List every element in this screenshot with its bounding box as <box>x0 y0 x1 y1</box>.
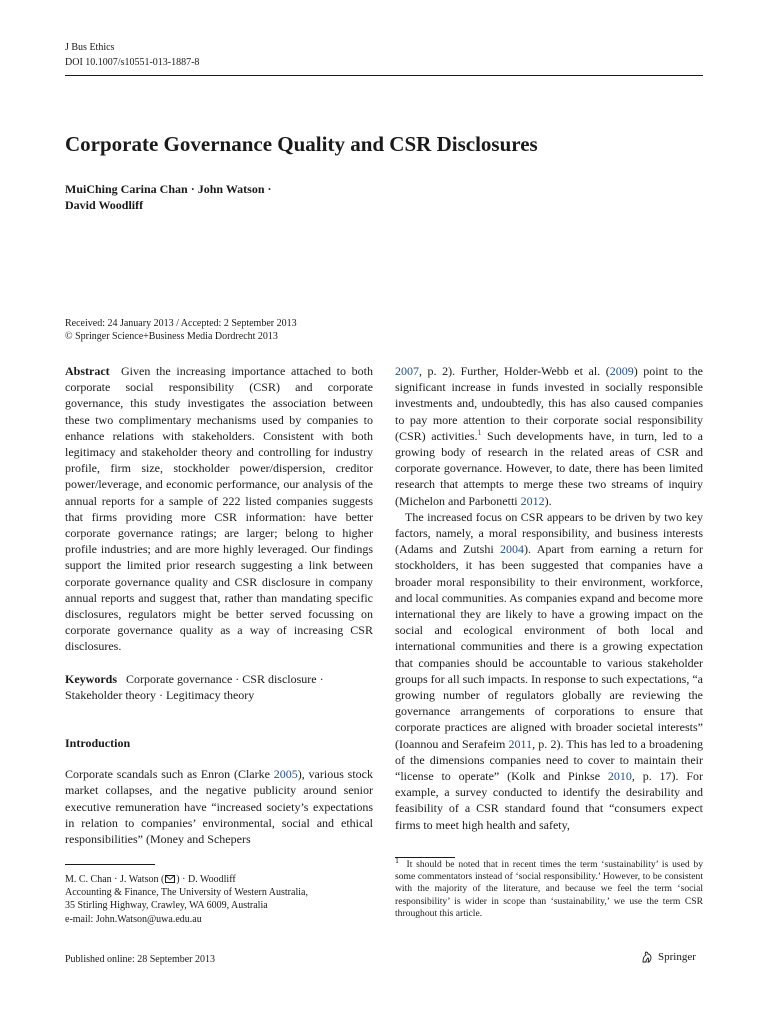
citation-link-michelon[interactable]: 2012 <box>520 493 545 508</box>
copyright: © Springer Science+Business Media Dordrecht 2013 <box>65 331 278 342</box>
right-column <box>395 363 703 833</box>
authors-line-2: David Woodliff <box>65 198 144 212</box>
intro-text-b: ), various stock market collapses, and the negative publicity around senior executive remuneration have “increased society’s expectations in relation to companies’ environmental, social and ethical responsibilities” (Money and Schepers <box>65 767 374 847</box>
right-p1-text-b: ) point to the significant increase in funds invested in socially responsible investments and, undoubtedly, this has also caused companies to pay more attention to their corporate social responsibility (CSR) activities. <box>395 364 703 443</box>
journal-name: J Bus Ethics <box>65 42 115 53</box>
keywords-label: Keywords <box>65 671 117 686</box>
keywords-text: Corporate governance · CSR disclosure · Stakeholder theory · Legitimacy theory <box>65 671 324 702</box>
footnote-text: It should be noted that in recent times the term ‘sustainability’ is used by some commentators instead of ‘social responsibility.’ However, to be consistent with the majority of the literature, and because we feel the term ‘social responsibility’ is wider in scope than ‘sustainability,’ we use the term CSR throughout this article. <box>395 859 704 919</box>
right-p2-text-a: The increased focus on CSR appears to be driven by two key factors, namely, a moral responsibility, and business interests (Adams and Zutshi <box>395 509 703 557</box>
published-online: Published online: 28 September 2013 <box>65 954 215 965</box>
right-p2-text-b: ). Apart from earning a return for stockholders, it has been suggested that companies have a broader moral responsibility to their environment, workforce, and local communities. As companies expand and become more international they are likely to have a growing impact on the social and ecological environment of both local and international communities and there is a growing expectation that companies should be accountable to various stakeholder groups for all such impacts. In response to such expectations, “a growing number of regulators globally are reviewing the governance arrangements of corporations to ensure that corporate practices are aligned with broader societal interests” (Ioannou and Serafeim <box>395 542 703 751</box>
journal-header <box>65 40 199 70</box>
citation-link-clarke[interactable]: 2005 <box>273 767 298 782</box>
footnote <box>395 855 704 920</box>
citation-link-ioannou[interactable]: 2011 <box>508 736 533 751</box>
footnote-number: 1 <box>395 855 399 865</box>
citation-link-money[interactable]: 2007 <box>395 364 419 378</box>
affiliation-names <box>65 873 373 886</box>
right-paragraph-1 <box>395 363 703 509</box>
citation-link-kolk[interactable]: 2010 <box>607 769 632 784</box>
footnote-rule <box>395 857 455 858</box>
footnote-marker[interactable]: 1 <box>477 427 482 437</box>
citation-link-holder-webb[interactable]: 2009 <box>609 364 634 378</box>
header-rule <box>65 75 703 76</box>
doi[interactable]: DOI 10.1007/s10551-013-1887-8 <box>65 57 200 68</box>
author-list <box>65 181 272 213</box>
citation-link-adams[interactable]: 2004 <box>500 542 525 557</box>
affiliation-dept: Accounting & Finance, The University of Western Australia, <box>65 887 308 899</box>
right-p2-text-d: , p. 17). For example, a survey conducted to identify the desirability and feasibility of a CSR standard found that “consumers expect firms to meet high health and safety, <box>395 769 704 832</box>
abstract-label: Abstract <box>65 364 110 378</box>
keywords <box>65 671 373 703</box>
right-p1-text-d: ). <box>544 493 552 508</box>
intro-paragraph <box>65 766 373 847</box>
article-dates <box>65 317 297 343</box>
affiliation-rule <box>65 864 155 865</box>
right-p1-text-c: Such developments have, in turn, led to a growing body of research in the related areas of CSR and corporate governance. However, to date, there has been limited research that attempts to merge these two streams of inquiry (Michelon and Parbonetti <box>395 428 703 508</box>
envelope-icon[interactable] <box>165 875 175 883</box>
springer-horse-icon <box>640 950 654 964</box>
affiliation-email[interactable]: e-mail: John.Watson@uwa.edu.au <box>65 913 202 925</box>
received-accepted: Received: 24 January 2013 / Accepted: 2 September 2013 <box>65 318 297 329</box>
intro-text-a: Corporate scandals such as Enron (Clarke <box>65 767 274 782</box>
paper-title: Corporate Governance Quality and CSR Disclosures <box>65 132 538 156</box>
left-column <box>65 363 373 847</box>
affiliation-names-a: M. C. Chan · J. Watson ( <box>65 874 165 885</box>
abstract-text: Given the increasing importance attached to both corporate social responsibility (CSR) and corporate governance, this study investigates the association between these two complimentary mechanisms used by companies to enhance relations with stakeholders. Consistent with both legitimacy and stakeholder theory and controlling for industry profile, firm size, stockholder power/dispersion, creditor power/leverage, and economic performance, our analysis of the annual reports for a sample of 222 listed companies suggests that firms providing more CSR information: have better corporate governance ratings; are larger; belong to higher profile industries; and are more highly leveraged. Our findings support the limited prior research suggesting a link between corporate governance quality and CSR disclosure in company annual reports and suggest that, rather than mandating specific disclosures, regulators might be better served focussing on corporate governance quality as a way of increasing CSR disclosures. <box>65 364 373 654</box>
introduction-heading: Introduction <box>65 736 131 751</box>
right-p2-text-c: , p. 2). This has led to a broadening of the dimensions companies need to cover to maintain their “license to operate” (Kolk and Pinkse <box>395 736 703 784</box>
right-paragraph-2 <box>395 509 703 833</box>
publisher-logo <box>640 950 696 964</box>
authors-line-1: MuiChing Carina Chan · John Watson · <box>65 182 272 196</box>
affiliation-names-b: ) · D. Woodliff <box>176 874 236 885</box>
publisher-name: Springer <box>658 951 696 963</box>
abstract <box>65 363 373 655</box>
right-p1-text-a: , p. 2). Further, Holder-Webb et al. ( <box>419 364 610 378</box>
affiliation-address: 35 Stirling Highway, Crawley, WA 6009, Australia <box>65 900 268 912</box>
affiliation <box>65 873 373 926</box>
